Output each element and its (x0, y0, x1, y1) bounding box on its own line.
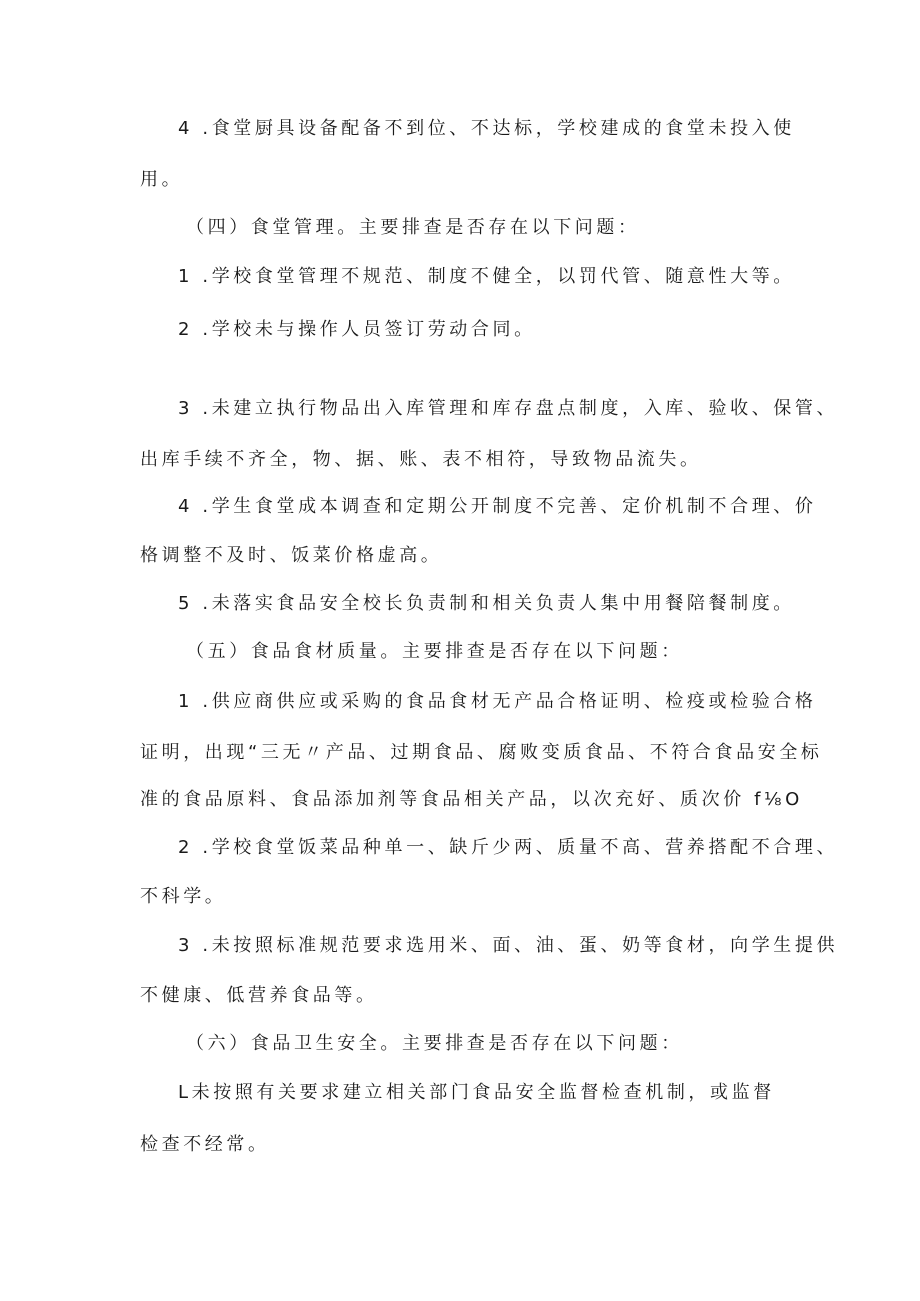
paragraph-item-1-supplier: 1 .供应商供应或采购的食品食材无产品合格证明、检疫或检验合格 (178, 691, 817, 712)
paragraph-item-1-supervision-cont: 检查不经常。 (140, 1134, 270, 1155)
paragraph-item-1-supplier-cont-2: 准的食品原料、食品添加剂等食品相关产品，以次充好、质次价 f⅛O (140, 789, 803, 810)
paragraph-item-1-supplier-cont: 证明，出现“三无〃产品、过期食品、腐败变质食品、不符合食品安全标 (140, 742, 823, 763)
paragraph-item-3-ingredients: 3 .未按照标准规范要求选用米、面、油、蛋、奶等食材，向学生提供 (178, 935, 839, 956)
paragraph-item-4-equipment-cont: 用。 (140, 169, 184, 190)
section-heading-canteen-management: （四）食堂管理。主要排查是否存在以下问题： (186, 217, 640, 238)
paragraph-item-4-cost: 4 .学生食堂成本调查和定期公开制度不完善、定价机制不合理、价 (178, 496, 817, 517)
paragraph-item-1-management: 1 .学校食堂管理不规范、制度不健全，以罚代管、随意性大等。 (178, 266, 795, 287)
paragraph-item-1-supervision: L未按照有关要求建立相关部门食品安全监督检查机制，或监督 (178, 1082, 775, 1103)
paragraph-item-4-cost-cont: 格调整不及时、饭菜价格虚高。 (140, 545, 443, 566)
paragraph-item-3-ingredients-cont: 不健康、低营养食品等。 (140, 985, 378, 1006)
paragraph-item-2-variety: 2 .学校食堂饭菜品种单一、缺斤少两、质量不高、营养搭配不合理、 (178, 837, 839, 858)
paragraph-item-3-inventory: 3 .未建立执行物品出入库管理和库存盘点制度，入库、验收、保管、 (178, 398, 839, 419)
paragraph-item-4-equipment: 4 .食堂厨具设备配备不到位、不达标，学校建成的食堂未投入使 (178, 118, 795, 139)
section-heading-food-safety: （六）食品卫生安全。主要排查是否存在以下问题： (186, 1033, 683, 1054)
paragraph-item-2-variety-cont: 不科学。 (140, 886, 227, 907)
section-heading-food-quality: （五）食品食材质量。主要排查是否存在以下问题： (186, 641, 683, 662)
paragraph-item-2-contract: 2 .学校未与操作人员签订劳动合同。 (178, 319, 536, 340)
paragraph-item-3-inventory-cont: 出库手续不齐全，物、据、账、表不相符，导致物品流失。 (140, 449, 702, 470)
paragraph-item-5-responsibility: 5 .未落实食品安全校长负责制和相关负责人集中用餐陪餐制度。 (178, 593, 795, 614)
